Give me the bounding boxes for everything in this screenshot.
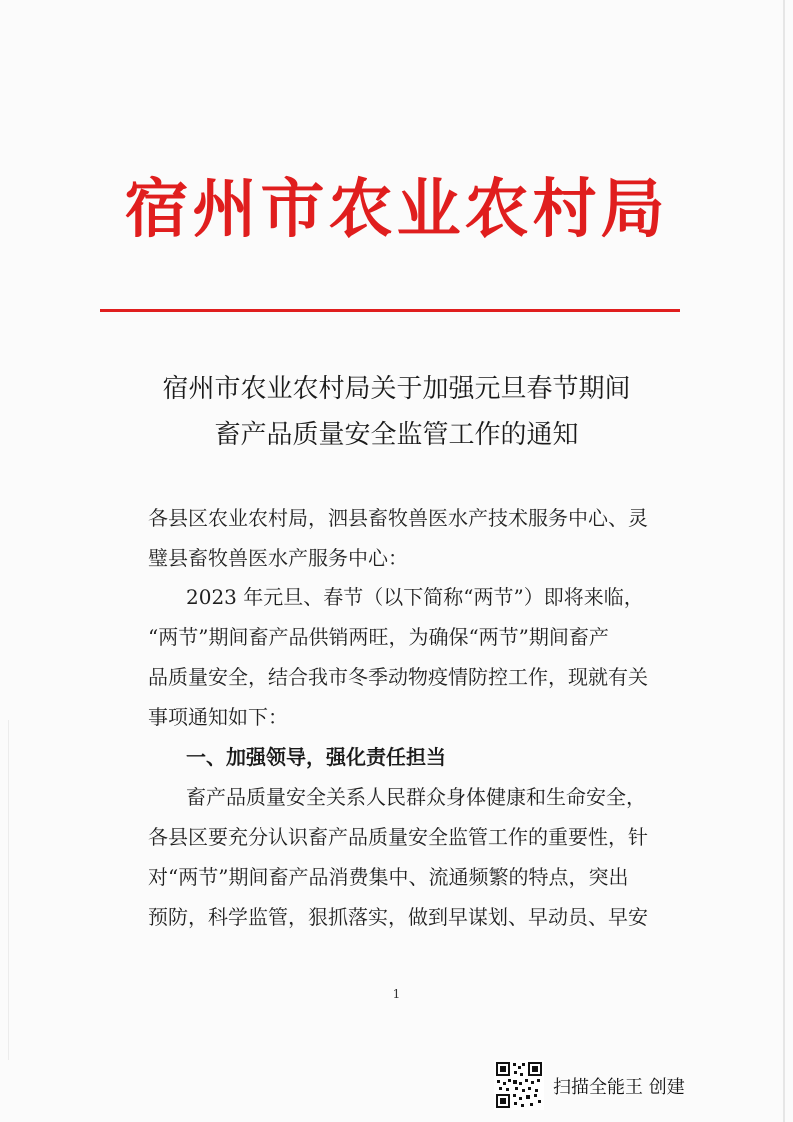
addressee-line-2: 璧县畜牧兽医水产服务中心： [148,546,408,570]
addressee-line-1: 各县区农业农村局，泗县畜牧兽医水产技术服务中心、灵 [148,506,648,530]
body-paragraph-line: 品质量安全，结合我市冬季动物疫情防控工作，现就有关 [148,665,648,689]
body-paragraph-line: 2023 年元旦、春节（以下简称“两节”）即将来临， [186,585,644,609]
qr-code-icon [494,1060,544,1110]
document-title-line-2: 畜产品质量安全监管工作的通知 [214,420,579,450]
section-heading-1: 一、加强领导，强化责任担当 [186,745,446,769]
masthead-red-rule [100,309,680,312]
masthead-agency-name: 宿州市农业农村局 [124,172,669,247]
scan-edge-left [8,720,9,1060]
page-number: 1 [392,987,401,1001]
body-paragraph-line: “两节”期间畜产品供销两旺，为确保“两节”期间畜产 [148,625,609,649]
section-1-line: 对“两节”期间畜产品消费集中、流通频繁的特点，突出 [148,865,629,889]
section-1-line: 畜产品质量安全关系人民群众身体健康和生命安全， [186,785,646,809]
body-paragraph-line: 事项通知如下： [148,705,288,729]
scanner-watermark-label: 扫描全能王 创建 [553,1077,685,1098]
document-title-line-1: 宿州市农业农村局关于加强元旦春节期间 [162,374,631,404]
scan-edge-right [783,0,785,1122]
section-1-line: 各县区要充分认识畜产品质量安全监管工作的重要性，针 [148,825,648,849]
section-1-line: 预防，科学监管，狠抓落实，做到早谋划、早动员、早安 [148,905,648,929]
